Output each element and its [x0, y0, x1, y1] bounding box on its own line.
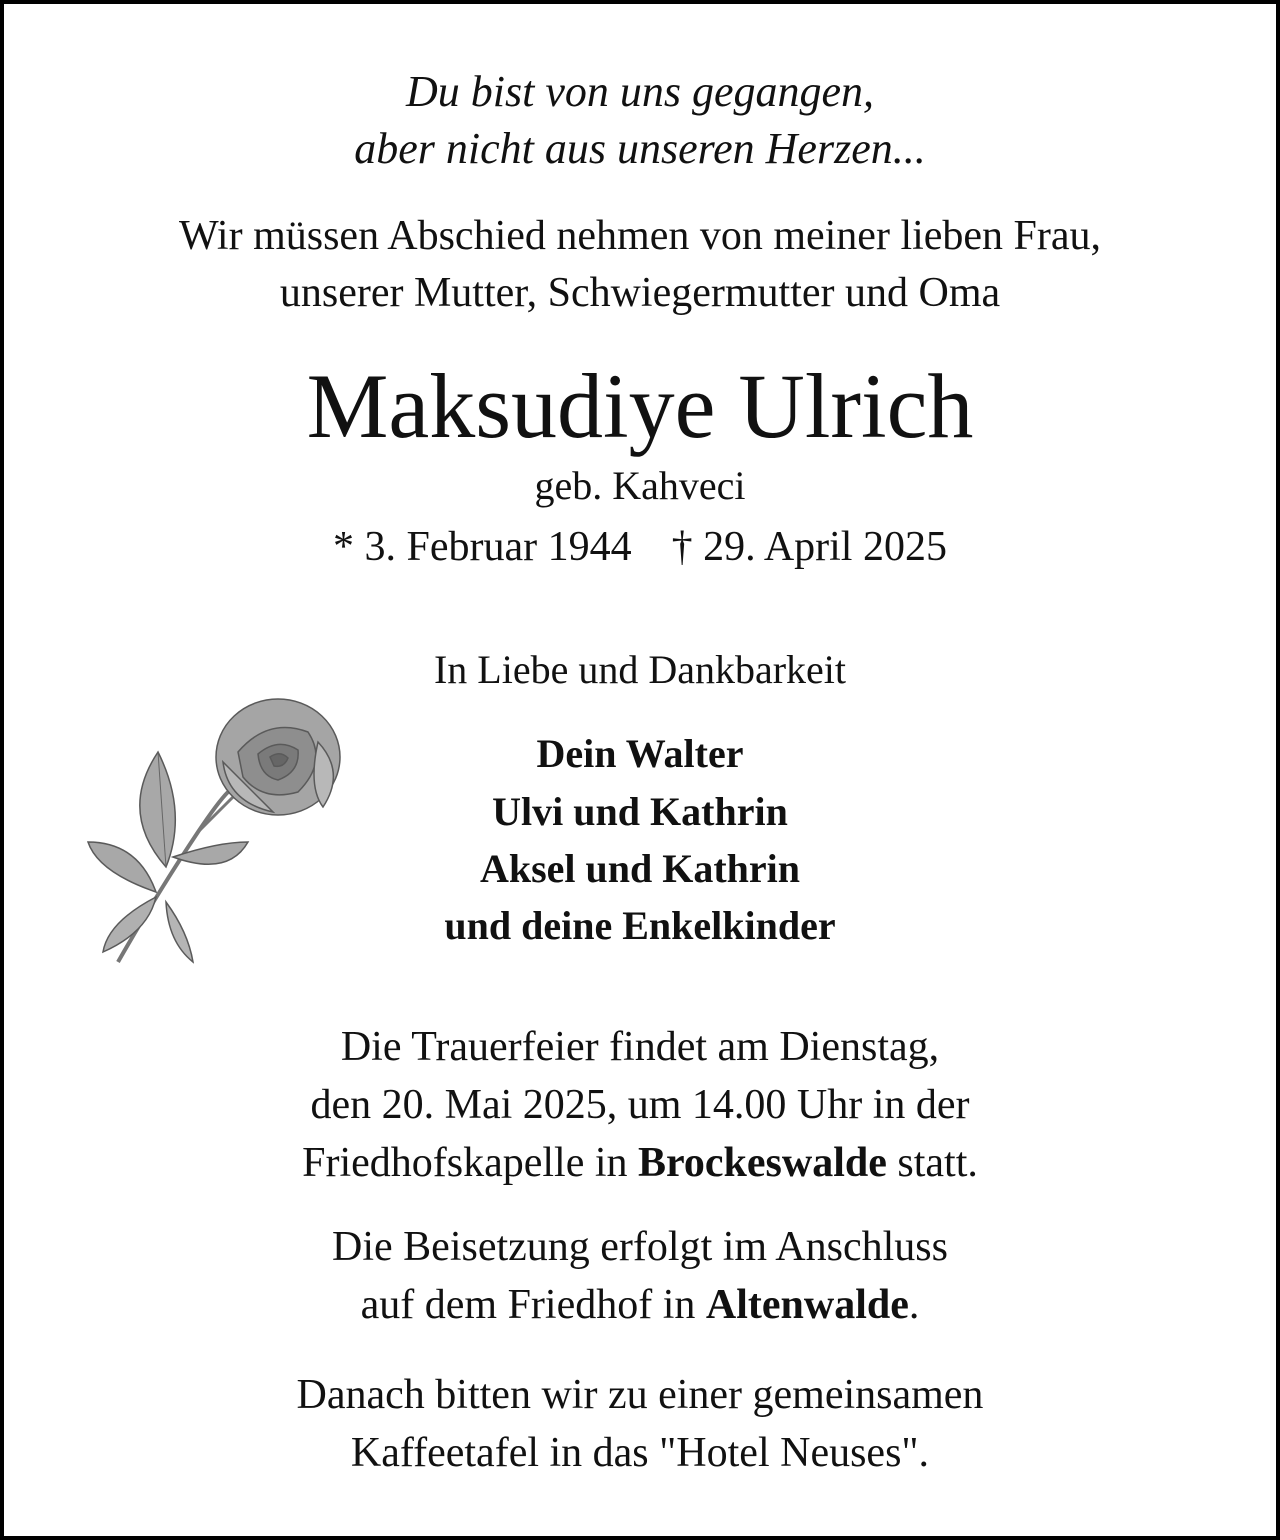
funeral-place: Brockeswalde [638, 1140, 887, 1186]
burial-line-2 [4, 1284, 1276, 1326]
funeral-line-1: Die Trauerfeier findet am Dienstag, [340, 1024, 940, 1070]
life-dates [4, 526, 1276, 568]
reception-line-1: Danach bitten wir zu einer gemeinsamen [296, 1372, 984, 1418]
burial-place: Altenwalde [705, 1282, 909, 1328]
family-line-1: Dein Walter [536, 731, 744, 776]
funeral-text-end: statt. [886, 1140, 978, 1186]
funeral-line-2: den 20. Mai 2025, um 14.00 Uhr in der [310, 1082, 970, 1128]
reception-line-2: Kaffeetafel in das "Hotel Neuses". [350, 1430, 930, 1476]
funeral-line-3 [4, 1142, 1276, 1184]
maiden-name: geb. Kahveci [534, 463, 746, 508]
family-line-3: Aksel und Kathrin [479, 846, 801, 891]
burial-text-end: . [908, 1282, 920, 1328]
family-line-2: Ulvi und Kathrin [492, 789, 788, 834]
motto-line-1: Du bist von uns gegangen, [405, 67, 875, 116]
closing-phrase: In Liebe und Dankbarkeit [433, 647, 847, 692]
burial-line-1: Die Beisetzung erfolgt im Anschluss [332, 1224, 948, 1270]
birth-date: * 3. Februar 1944 [333, 524, 632, 570]
deceased-name: Maksudiye Ulrich [306, 355, 974, 457]
family-line-4: und deine Enkelkinder [444, 903, 836, 948]
intro-line-2: unserer Mutter, Schwiegermutter und Oma [279, 270, 1001, 316]
burial-text: auf dem Friedhof in [360, 1282, 706, 1328]
funeral-text: Friedhofskapelle in [302, 1140, 639, 1186]
death-date: † 29. April 2025 [671, 524, 947, 570]
motto-line-2: aber nicht aus unseren Herzen... [354, 124, 926, 173]
intro-line-1: Wir müssen Abschied nehmen von meiner lieben Frau, [178, 213, 1102, 259]
